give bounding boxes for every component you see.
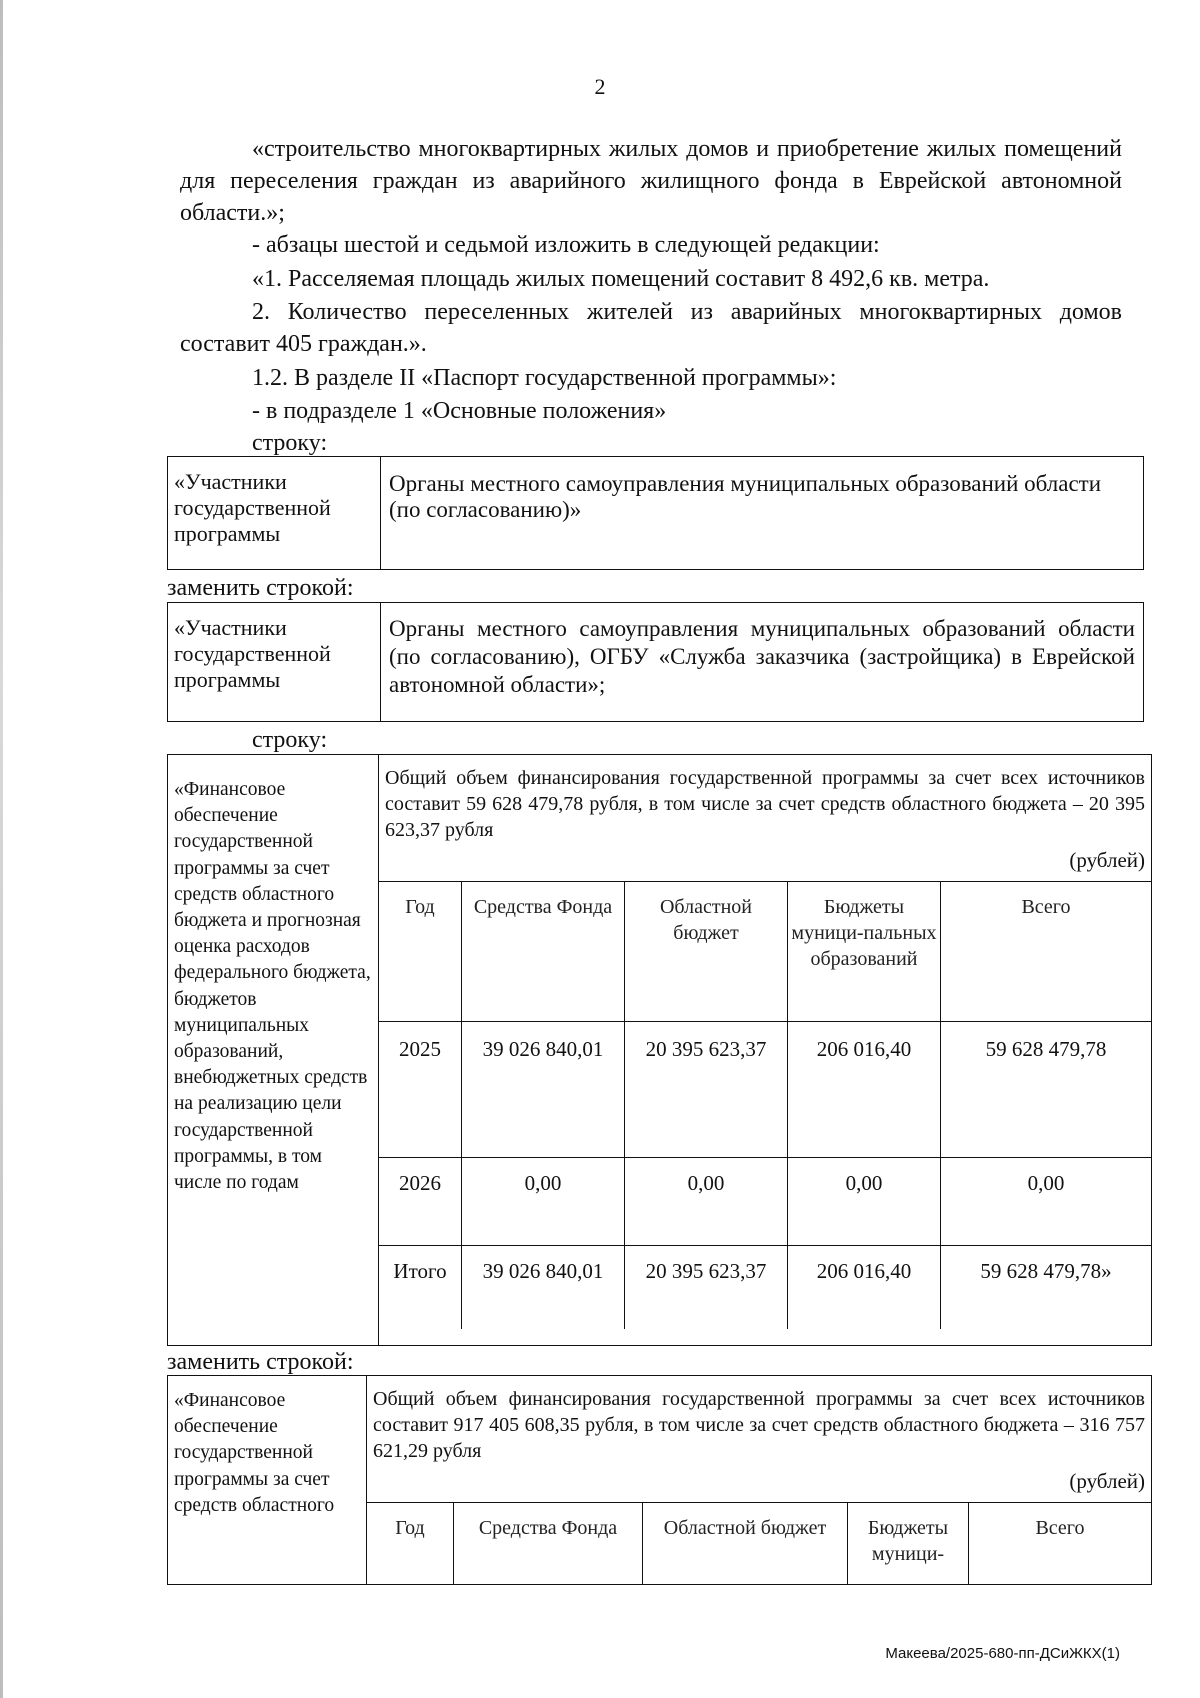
paragraph-subsection-1: - в подразделе 1 «Основные положения» <box>252 398 667 424</box>
table-row <box>168 457 1144 570</box>
table-header-row <box>367 1503 1151 1585</box>
header-municipal: Бюджеты муници-пальных образований <box>788 882 941 1022</box>
participants-value: Органы местного самоуправления муниципальных образований области (по согласованию)» <box>381 457 1144 570</box>
table-header-row <box>379 882 1151 1022</box>
table-row <box>379 1158 1151 1246</box>
header-fund: Средства Фонда <box>454 1503 643 1585</box>
header-total: Всего <box>941 882 1152 1022</box>
label-stroku-2: строку: <box>252 727 328 753</box>
participants-new-table <box>167 602 1144 722</box>
financing-unit: (рублей) <box>1069 1469 1145 1493</box>
financing-summary: Общий объем финансирования государственной программы за счет всех источников составит 59 628 479,78 рубля, в том числе за счет средств областного бюджета – 20 395 623,37 рубля <box>385 767 1145 841</box>
header-year: Год <box>367 1503 454 1585</box>
financing-unit: (рублей) <box>1069 848 1145 872</box>
paragraph-section-2: 1.2. В разделе II «Паспорт государственной программы»: <box>252 365 837 391</box>
financing-label: «Финансовое обеспечение государственной программы за счет средств областного бюджета и прогнозная оценка расходов федерального бюджета, бюджетов муниципальных образований, внебюджетных средств на реализацию цели государственной программы, в том числе по годам <box>168 755 379 1346</box>
cell-fund: 39 026 840,01 <box>462 1022 625 1158</box>
paragraph-abzacy: - абзацы шестой и седьмой изложить в следующей редакции: <box>252 232 880 258</box>
label-stroku-1: строку: <box>252 430 328 456</box>
financing-label: «Финансовое обеспечение государственной программы за счет средств областного <box>168 1376 367 1585</box>
table-row <box>168 755 1152 1346</box>
table-row <box>379 1246 1151 1330</box>
participants-old-table <box>167 456 1144 570</box>
financing-breakdown <box>367 1502 1151 1584</box>
cell-regional: 20 395 623,37 <box>625 1246 788 1330</box>
participants-label: «Участники государственной программы <box>168 603 381 722</box>
header-year: Год <box>379 882 462 1022</box>
paragraph-program-task: «строительство многоквартирных жилых домов и приобретение жилых помещений для переселения граждан из аварийного жилищного фонда в Еврейской автономной области.»; <box>180 136 1122 226</box>
label-zamenit-1: заменить строкой: <box>167 575 354 601</box>
scan-edge <box>0 0 3 1698</box>
cell-total: 59 628 479,78» <box>941 1246 1152 1330</box>
financing-content <box>379 755 1152 1346</box>
page-number: 2 <box>594 74 606 99</box>
header-fund: Средства Фонда <box>462 882 625 1022</box>
paragraph-residents: 2. Количество переселенных жителей из аварийных многоквартирных домов составит 405 граждан.». <box>180 299 1122 357</box>
header-regional: Областной бюджет <box>625 882 788 1022</box>
cell-municipal: 0,00 <box>788 1158 941 1246</box>
cell-year: 2026 <box>379 1158 462 1246</box>
cell-year: Итого <box>379 1246 462 1330</box>
label-zamenit-2: заменить строкой: <box>167 1349 354 1375</box>
paragraph-area: «1. Расселяемая площадь жилых помещений составит 8 492,6 кв. метра. <box>252 266 990 292</box>
participants-label: «Участники государственной программы <box>168 457 381 570</box>
cell-regional: 0,00 <box>625 1158 788 1246</box>
table-row <box>168 1376 1152 1585</box>
cell-municipal: 206 016,40 <box>788 1246 941 1330</box>
financing-breakdown <box>379 881 1151 1329</box>
financing-old-table <box>167 754 1152 1346</box>
cell-total: 0,00 <box>941 1158 1152 1246</box>
cell-regional: 20 395 623,37 <box>625 1022 788 1158</box>
header-regional: Областной бюджет <box>643 1503 848 1585</box>
cell-fund: 39 026 840,01 <box>462 1246 625 1330</box>
financing-new-table <box>167 1375 1152 1585</box>
cell-municipal: 206 016,40 <box>788 1022 941 1158</box>
participants-value: Органы местного самоуправления муниципальных образований области (по согласованию), ОГБУ «Служба заказчика (застройщика) в Еврейской автономной области»; <box>381 603 1144 722</box>
cell-total: 59 628 479,78 <box>941 1022 1152 1158</box>
cell-fund: 0,00 <box>462 1158 625 1246</box>
cell-year: 2025 <box>379 1022 462 1158</box>
financing-content <box>367 1376 1152 1585</box>
financing-summary: Общий объем финансирования государственной программы за счет всех источников составит 917 405 608,35 рубля, в том числе за счет средств областного бюджета – 316 757 621,29 рубля <box>373 1388 1145 1462</box>
header-municipal: Бюджеты муници- <box>848 1503 969 1585</box>
table-row <box>379 1022 1151 1158</box>
document-footer-code: Макеева/2025-680-пп-ДСиЖКХ(1) <box>885 1645 1120 1662</box>
table-row <box>168 603 1144 722</box>
header-total: Всего <box>969 1503 1152 1585</box>
